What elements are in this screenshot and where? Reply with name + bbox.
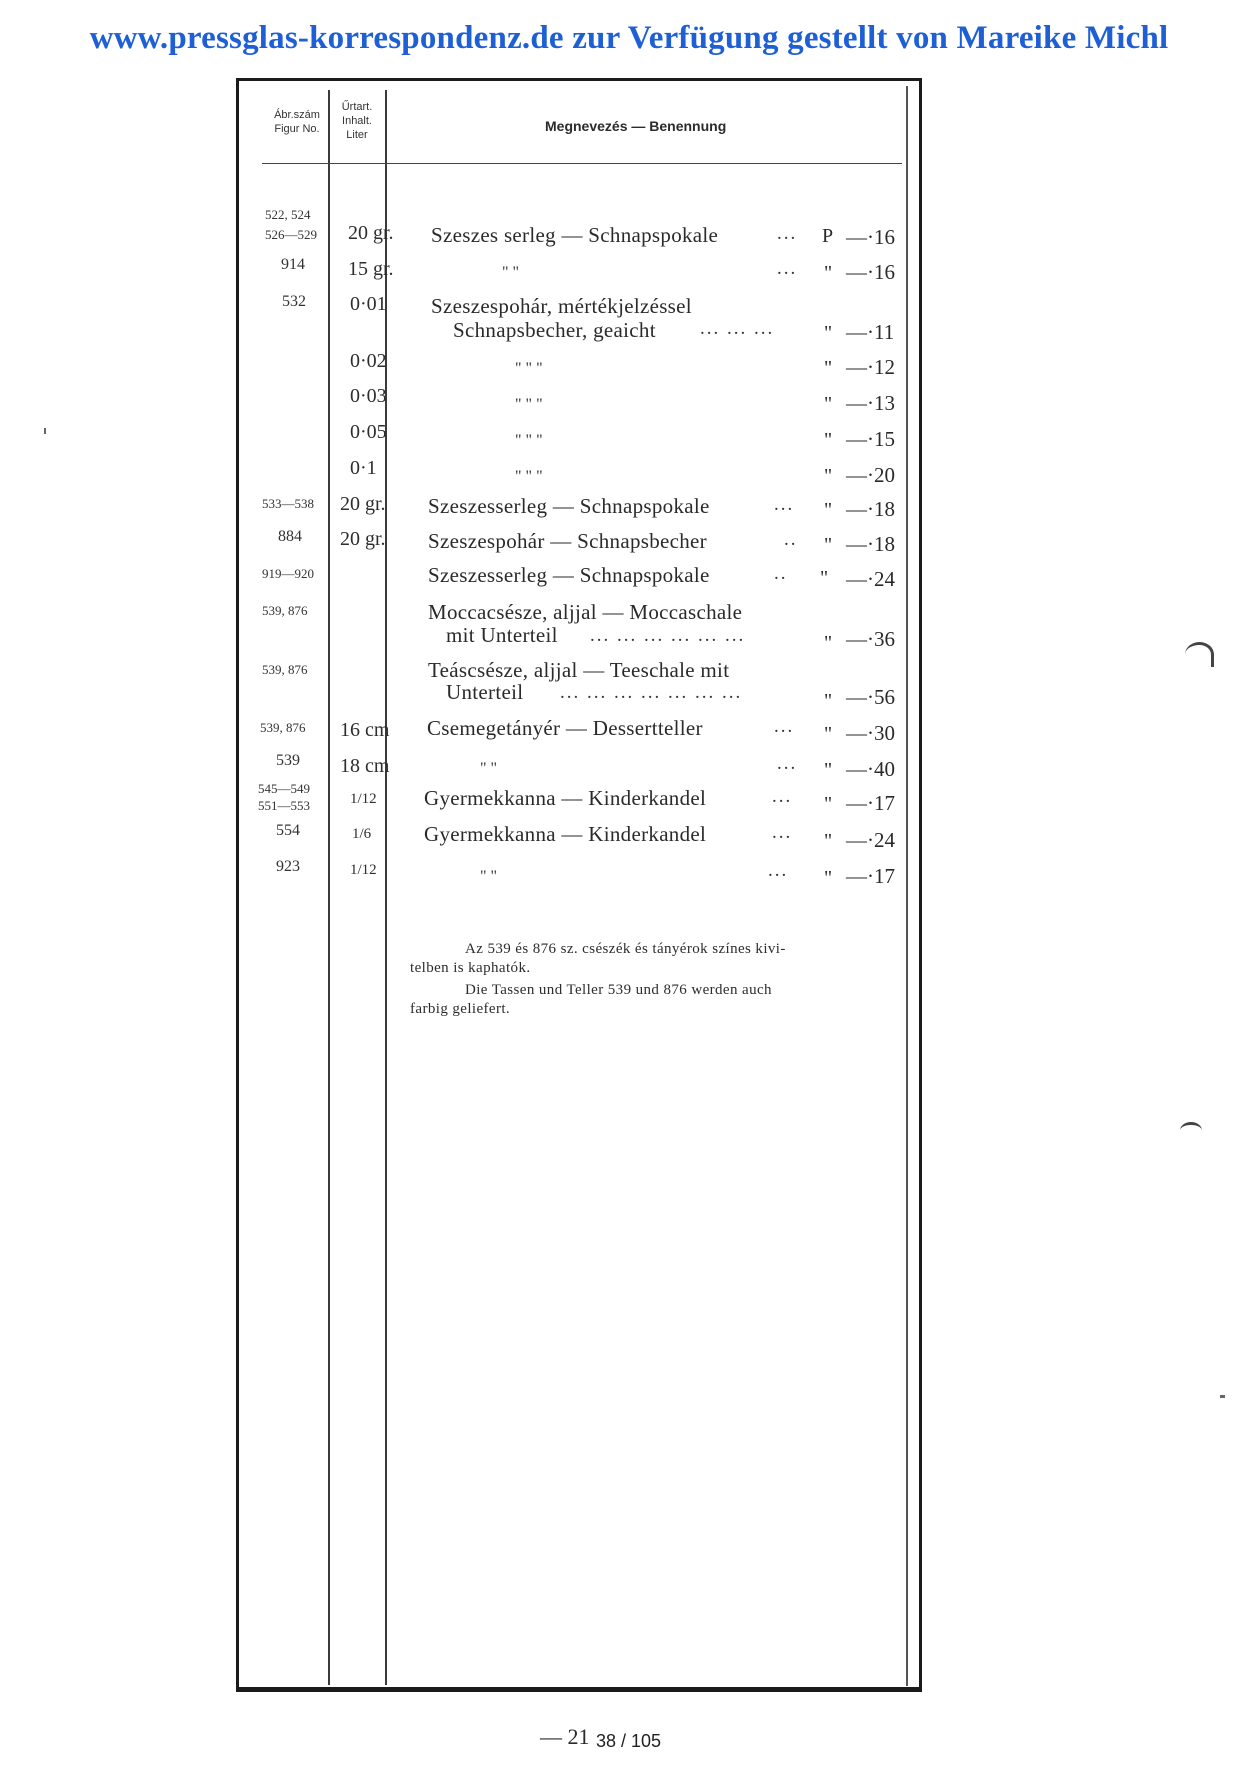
table-row-unit: P [822, 225, 834, 247]
table-row-capacity: 1/6 [352, 826, 372, 842]
table-row-capacity: 0·03 [350, 385, 387, 407]
table-row-description: Szeszespohár — Schnapsbecher [428, 529, 707, 553]
note-line: telben is kaphatók. [410, 960, 531, 976]
table-row-fig: 539, 876 [262, 603, 308, 618]
table-row-dots: ... [777, 258, 798, 279]
table-row-description: " " " [515, 468, 543, 485]
table-row-description: " " [480, 868, 498, 885]
table-row-dots: ... [768, 860, 789, 881]
table-row-description: Teáscsésze, aljjal — Teeschale mit [428, 658, 730, 682]
scan-speck [1220, 1395, 1225, 1398]
table-row-price: —·13 [846, 391, 895, 415]
table-row-fig: 551—553 [258, 798, 310, 813]
table-row-unit: " [824, 499, 833, 521]
table-row-unit: " [824, 867, 833, 889]
printed-page-number: — 21 [540, 1724, 590, 1749]
column-divider-fig [328, 90, 330, 1685]
table-row-price: —·16 [846, 260, 895, 284]
table-row-description: " " [480, 760, 498, 777]
table-row-unit: " [824, 793, 833, 815]
note-line: farbig geliefert. [410, 1001, 511, 1017]
col-header-capacity-unit: Liter [346, 129, 368, 141]
column-divider-capacity [385, 90, 387, 1685]
table-row-price: —·16 [846, 225, 895, 249]
table-row-capacity: 1/12 [350, 791, 377, 807]
table-row-price: —·18 [846, 532, 895, 556]
col-header-capacity [332, 100, 382, 142]
table-row-price: —·24 [846, 567, 895, 591]
table-row-dots: ... ... ... [700, 318, 775, 339]
col-header-fig-de: Figur No. [274, 123, 320, 135]
table-row-price: —·20 [846, 463, 895, 487]
table-row-dots: ... [777, 223, 798, 244]
table-row-dots: .. [784, 529, 798, 550]
col-header-fig [268, 108, 326, 136]
table-row-dots: ... [772, 822, 793, 843]
table-row-fig: 919—920 [262, 566, 314, 581]
table-row-description: " " " [515, 432, 543, 449]
table-row-description: Szeszespohár, mértékjelzéssel [431, 294, 692, 318]
table-row-unit: " [824, 830, 833, 852]
table-row-dots: ... [772, 786, 793, 807]
header-rule [262, 163, 902, 164]
table-row-dots: ... ... ... ... ... ... [590, 625, 746, 646]
page-counter: 38 / 105 [596, 1731, 662, 1751]
table-row-price: —·17 [846, 791, 895, 815]
table-row-capacity: 20 gr. [348, 222, 394, 244]
table-row-price: —·56 [846, 685, 895, 709]
table-row-description: Schnapsbecher, geaicht [453, 318, 656, 342]
table-row-price: —·11 [846, 320, 895, 344]
table-row-capacity: 20 gr. [340, 528, 386, 550]
table-row-fig: 539 [276, 752, 300, 769]
table-row-unit: " [824, 632, 833, 654]
table-row-fig: 522, 524 [265, 207, 311, 222]
table-row-unit: " [820, 567, 829, 589]
table-row-unit: " [824, 465, 833, 487]
table-row-capacity: 18 cm [340, 755, 390, 777]
table-row-description: Moccacsésze, aljjal — Moccaschale [428, 600, 743, 624]
scan-speck [44, 428, 46, 434]
table-row-description: Csemegetányér — Dessertteller [427, 716, 703, 740]
table-row-price: —·18 [846, 497, 895, 521]
table-row-fig: 533—538 [262, 496, 314, 511]
table-row-price: —·17 [846, 864, 895, 888]
table-row-fig: 539, 876 [262, 662, 308, 677]
table-row-unit: " [824, 723, 833, 745]
table-row-price: —·15 [846, 427, 895, 451]
table-row-capacity: 0·01 [350, 293, 387, 315]
table-row-fig: 923 [276, 858, 300, 875]
table-row-capacity: 16 cm [340, 719, 390, 741]
table-row-fig: 914 [281, 256, 305, 273]
table-row-price: —·12 [846, 355, 895, 379]
table-row-description: " " " [515, 360, 543, 377]
table-row-unit: " [824, 534, 833, 556]
note-line: Az 539 és 876 sz. csészék és tányérok színes kivi- [465, 941, 786, 957]
table-row-price: —·24 [846, 828, 895, 852]
table-row-unit: " [824, 690, 833, 712]
table-row-description: " " " [515, 396, 543, 413]
table-row-price: —·40 [846, 757, 895, 781]
table-row-unit: " [824, 262, 833, 284]
table-row-price: —·36 [846, 627, 895, 651]
table-row-description: mit Unterteil [446, 623, 558, 647]
table-row-unit: " [824, 759, 833, 781]
table-row-description: Unterteil [446, 680, 524, 704]
punch-hole-mark [1185, 642, 1214, 667]
table-row-dots: ... [777, 753, 798, 774]
frame-inner-rule [906, 86, 908, 1686]
table-row-price: —·30 [846, 721, 895, 745]
table-row-dots: ... [774, 494, 795, 515]
table-row-description: Szeszes serleg — Schnapspokale [431, 223, 719, 247]
table-row-dots: ... ... ... ... ... ... ... [560, 682, 743, 703]
col-header-capacity-de: Inhalt. [342, 115, 372, 127]
table-row-fig: 884 [278, 528, 302, 545]
table-row-fig: 532 [282, 293, 306, 310]
table-row-capacity: 0·1 [350, 457, 377, 479]
col-header-capacity-hu: Űrtart. [341, 101, 373, 113]
table-row-description: Gyermekkanna — Kinderkandel [424, 786, 707, 810]
table-row-dots: ... [774, 716, 795, 737]
source-link[interactable]: www.pressglas-korrespondenz.de zur Verfügung gestellt von Mareike Michl [89, 20, 1169, 56]
note-german [410, 981, 900, 1019]
table-row-fig: 545—549 [258, 781, 310, 796]
note-hungarian [410, 940, 900, 978]
table-row-capacity: 20 gr. [340, 493, 386, 515]
table-row-unit: " [824, 429, 833, 451]
table-row-fig: 554 [276, 822, 300, 839]
table-row-unit: " [824, 393, 833, 415]
table-row-capacity: 15 gr. [348, 258, 394, 280]
table-row-description: Szeszesserleg — Schnapspokale [428, 494, 710, 518]
table-row-capacity: 1/12 [350, 862, 377, 878]
table-row-fig: 526—529 [265, 227, 317, 242]
table-row-dots: .. [774, 563, 788, 584]
table-row-description: Szeszesserleg — Schnapspokale [428, 563, 710, 587]
col-header-description: Megnevezés — Benennung [545, 118, 727, 134]
table-row-description: " " [502, 264, 520, 281]
table-row-description: Gyermekkanna — Kinderkandel [424, 822, 707, 846]
col-header-fig-hu: Ábr.szám [274, 109, 320, 121]
table-row-capacity: 0·02 [350, 350, 387, 372]
punch-hole-mark [1180, 1122, 1202, 1139]
table-row-fig: 539, 876 [260, 720, 306, 735]
table-row-unit: " [824, 322, 833, 344]
note-line: Die Tassen und Teller 539 und 876 werden auch [465, 982, 772, 998]
table-row-unit: " [824, 357, 833, 379]
table-row-capacity: 0·05 [350, 421, 387, 443]
